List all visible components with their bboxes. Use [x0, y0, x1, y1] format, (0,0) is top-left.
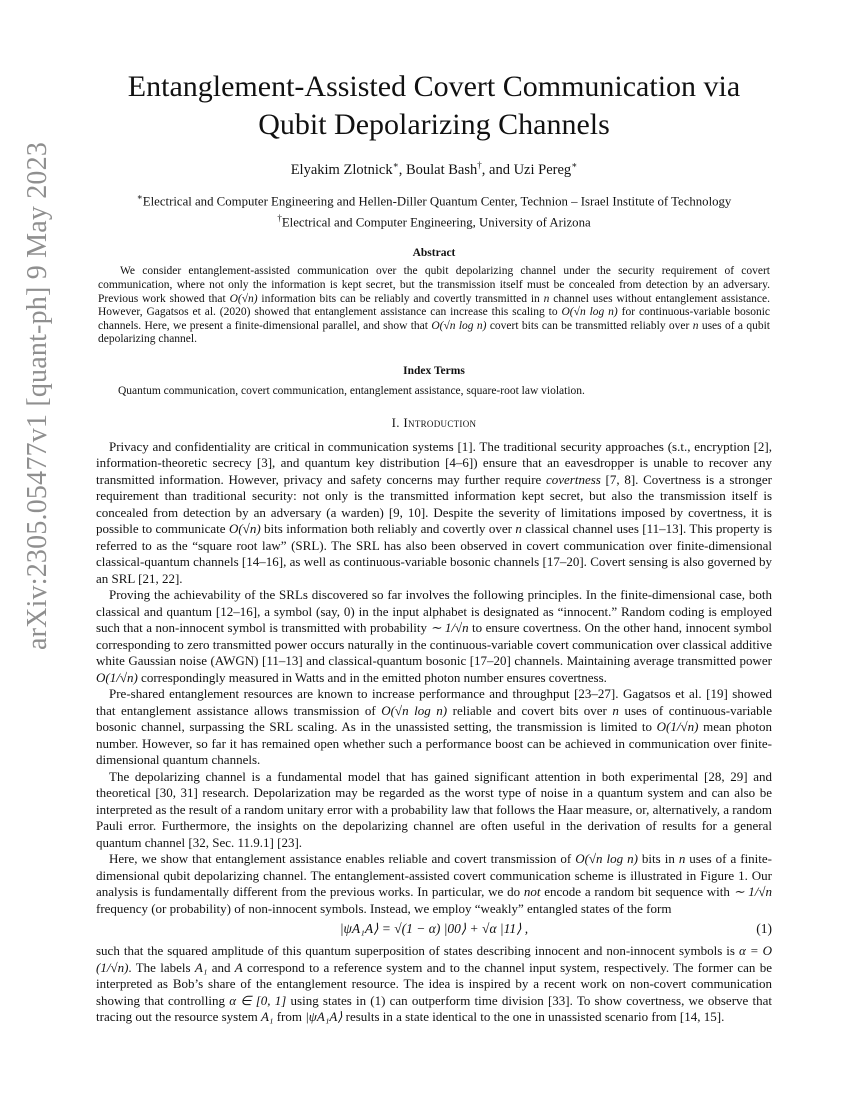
abstract-text [98, 265, 770, 347]
math-inline: O(√n log n) [431, 319, 487, 332]
math-inline: n [515, 521, 522, 537]
affiliation-1 [96, 189, 772, 210]
math-inline: α = O (1/√n) [96, 943, 773, 975]
text-span: uses of a finite-dimensional qubit depolarizing channel. The entanglement-assisted covert communication scheme is illustrated in Figure 1. Our analysis is fundamentally different from the previous works. In particular, we do [96, 851, 772, 900]
math-inline: A₁ [260, 1009, 274, 1025]
math-inline: O(√n log n) [561, 306, 618, 319]
text-span: uses of a qubit depolarizing channel. [98, 319, 770, 346]
section-heading [96, 415, 772, 431]
paper-content [96, 0, 772, 1026]
text-span: Proving the achievability of the SRLs discovered so far involves the following principles. In the finite-dimensional case, both classical and quantum [12–16], a symbol (say, 0) in the input alphabet is designated as “innocent.” Random coding is employed such that a non-innocent symbol is transmitted with probability [96, 587, 772, 636]
affiliation-mark: ∗ [136, 191, 143, 202]
intro-paragraph-4 [96, 769, 772, 852]
section-name: Introduction [403, 414, 477, 430]
math-inline: O(√n log n) [381, 702, 448, 718]
text-span: We consider entanglement-assisted communication over the qubit depolarizing channel under the security requirement of covert communication, where not only the information is kept secret, but the transmission itself must be concealed from detection by an adversary. Previous work showed that [98, 265, 770, 305]
equation-body: |ψA₁A⟩ = √(1 − α) |00⟩ + √α |11⟩ , [339, 921, 529, 937]
text-span: mean photon number. However, so far it has remained open whether such a performance boost can be achieved in communication over finite-dimensional quantum channels. [96, 719, 772, 768]
author-mark: ∗ [571, 160, 578, 170]
author-name: Elyakim Zlotnick [290, 161, 393, 178]
math-inline: A [234, 959, 243, 975]
text-span: classical channel uses [11–13]. This property is referred to as the “square root law” (SRL). The SRL has also been observed in covert communication over finite-dimensional classical-quantum channels [14–16], as well as continuous-variable bosonic channels [17–20]. Covert sensing is also governed by an SRL [21, 22]. [96, 521, 773, 586]
text-span: Here, we show that entanglement assistance enables reliable and covert transmission of [109, 851, 576, 867]
text-span: for continuous-variable bosonic channels. Here, we present a finite-dimensional parallel, and show that [98, 306, 770, 332]
math-inline: A₁ [194, 959, 208, 975]
author-list: Elyakim Zlotnick∗, Boulat Bash†, and Uzi Pereg∗ [290, 160, 578, 178]
affiliation-text: Electrical and Computer Engineering, University of Arizona [281, 215, 591, 230]
math-inline: O(√n log n) [575, 851, 638, 867]
text-span: results in a state identical to the one in unassisted scenario from [14, 15]. [342, 1009, 725, 1025]
index-terms-heading: Index Terms [403, 364, 465, 377]
text-span: reliable and covert bits over [447, 702, 613, 718]
text-span: . The labels [128, 959, 195, 975]
title-line-1: Entanglement-Assisted Covert Communication via [127, 70, 741, 103]
math-inline: O(√n) [228, 521, 261, 537]
text-span: covert bits can be transmitted reliably over [486, 319, 693, 332]
equation-number: (1) [756, 921, 772, 937]
text-span: correspond to a reference system and to the channel input system, respectively. The former can be interpreted as Bob’s share of the entanglement resource. The idea is inspired by a recent work on non-covert communication showing that controlling [96, 959, 772, 1008]
paper-title [96, 68, 772, 144]
affiliation-text: Electrical and Computer Engineering and Hellen-Diller Quantum Center, Technion – Israel Institute of Technology [142, 194, 732, 209]
math-inline: α ∈ [0, 1] [229, 992, 287, 1008]
text-span: bits information both reliably and covertly over [260, 521, 516, 537]
math-inline: ∼ 1/√n [430, 620, 469, 636]
math-inline: n [692, 319, 699, 332]
arxiv-identifier: arXiv:2305.05477v1 [quant-ph] 9 May 2023 [22, 141, 53, 650]
text-span: bits in [637, 851, 679, 867]
text-span: uses of continuous-variable bosonic channel, surpassing the SRL scaling. As in the unassisted setting, the transmission is limited to [96, 702, 772, 735]
intro-paragraph-5 [96, 851, 772, 917]
emphasis: not [523, 884, 541, 900]
author-name: Boulat Bash [405, 161, 478, 178]
text-span: Pre-shared entanglement resources are known to increase performance and throughput [23–27]. Gagatsos et al. [19] showed that entanglement assistance allows transmission of [96, 686, 772, 718]
affiliation-2 [96, 210, 772, 231]
author-mark: ∗ [392, 160, 399, 170]
intro-paragraph-6 [96, 943, 772, 1026]
math-inline: n [678, 851, 686, 867]
text-span: encode a random bit sequence with [540, 884, 734, 900]
text-span: such that the squared amplitude of this quantum superposition of states describing innocent and non-innocent symbols is [96, 943, 739, 959]
section-number: I. [391, 414, 400, 430]
math-inline: O(1/√n) [656, 719, 699, 735]
author-name: and Uzi Pereg [489, 161, 572, 178]
text-span: frequency (or probability) of non-innocent symbols. Instead, we employ “weakly” entangled states of the form [96, 900, 672, 916]
title-line-2: Qubit Depolarizing Channels [258, 108, 610, 141]
math-inline: ∼ 1/√n [733, 884, 773, 900]
index-terms-text: Quantum communication, covert communication, entanglement assistance, square-root law violation. [118, 384, 585, 397]
abstract-heading: Abstract [412, 247, 456, 260]
affiliations [96, 189, 772, 232]
text-span: The depolarizing channel is a fundamental model that has gained significant attention in both experimental [28, 29] and theoretical [30, 31] research. Depolarization may be regarded as the worst type of noise in a quantum system and can also be interpreted as the result of a random unitary error with a probability law that follows the Haar measure, or, alternatively, a random Pauli error. Furthermore, the insights on the depolarizing channel are often useful in the derivation of results for a general quantum channel [32, Sec. 11.9.1] [23]. [96, 768, 772, 850]
text-span: correspondingly measured in Watts and in the emitted photon number ensures covertness. [137, 669, 607, 685]
equation-1 [96, 919, 772, 941]
text-span: channel uses without entanglement assistance. However, Gagatsos et al. (2020) showed that entanglement assistance can increase this scaling to [98, 292, 771, 319]
text-span: Privacy and confidentiality are critical in communication systems [1]. The traditional security approaches (s.t., encryption [2], information-theoretic secrecy [3], and quantum key distribution [4–6]) ensure that an eavesdropper is unable to recover any transmitted information. However, privacy and safety concerns may further require [96, 438, 772, 487]
text-span: and [207, 959, 235, 975]
math-inline: n [612, 702, 619, 718]
math-inline: n [543, 292, 550, 305]
intro-paragraph-3 [96, 686, 772, 769]
math-inline: |ψA₁A⟩ [305, 1009, 343, 1025]
emphasis: covertness [545, 471, 601, 487]
math-inline: O(√n) [229, 292, 258, 305]
text-span: to ensure covertness. On the other hand, innocent symbol corresponding to zero transmitted power occurs naturally in the continuous-variable covert communication over classical additive white Gaussian noise (AWGN) [11–13] and classical-quantum bosonic [17–20] channels. Maintaining average transmitted power [96, 620, 772, 669]
author-mark: † [477, 160, 482, 170]
text-span: information bits can be reliably and covertly transmitted in [257, 292, 544, 305]
text-span: using states in (1) can outperform time division [33]. To show covertness, we observe that tracing out the resource system [96, 992, 772, 1025]
text-span: [7, 8]. Covertness is a stronger requirement than traditional security: not only is the transmitted information kept secret, but also the transmission itself is concealed from detection by an adversary (a warden) [9, 10]. Despite the severity of limitations imposed by covertness, it is possible to communicate [96, 471, 772, 537]
intro-paragraph-2 [96, 587, 772, 686]
text-span: from [273, 1009, 306, 1025]
affiliation-mark: † [277, 213, 282, 224]
intro-paragraph-1 [96, 439, 772, 588]
math-inline: O(1/√n) [96, 669, 138, 685]
